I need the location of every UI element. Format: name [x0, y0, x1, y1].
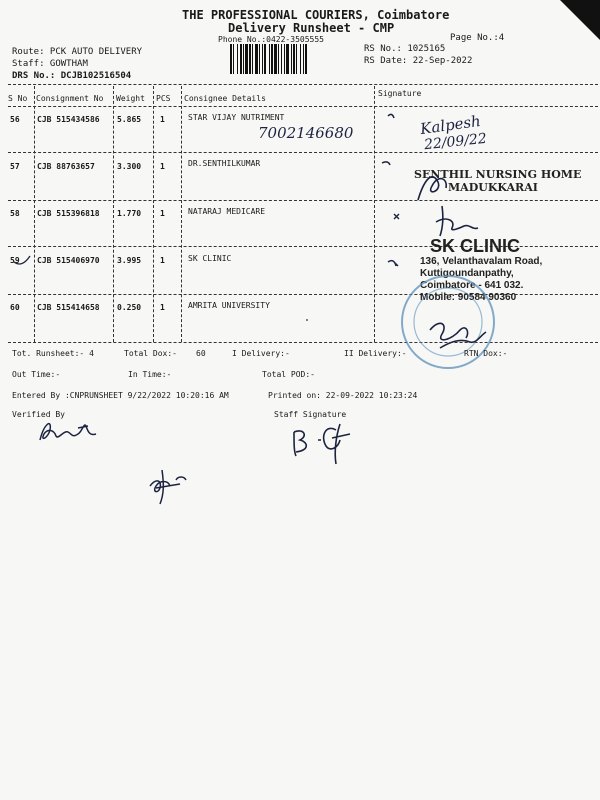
- handwritten-phone: 7002146680: [258, 124, 354, 142]
- rs-date: RS Date: 22-Sep-2022: [364, 56, 473, 66]
- row-sno: 57: [10, 162, 20, 171]
- staff-signature: Staff Signature: [274, 410, 347, 419]
- handwritten-date: 22/09/22: [423, 130, 488, 154]
- total-dox-label: Total Dox:-: [124, 349, 177, 358]
- staff-label: Staff: GOWTHAM: [12, 59, 88, 69]
- stamp-senthil-place: MADUKKARAI: [448, 181, 538, 194]
- printed-on: Printed on: 22-09-2022 10:23:24: [268, 391, 418, 400]
- row-weight: 1.770: [117, 209, 142, 218]
- col-consignee: Consignee Details: [184, 94, 266, 103]
- stamp-sk-clinic-line: Coimbatore - 641 032.: [420, 280, 524, 291]
- row-weight: 3.995: [117, 256, 142, 265]
- verified-by: Verified By: [12, 410, 65, 419]
- row-sno: 58: [10, 209, 20, 218]
- rtn-dox: RTN Dox:-: [464, 349, 508, 358]
- row-consignee: NATARAJ MEDICARE: [188, 207, 266, 216]
- round-seal-inner-icon: [414, 288, 482, 356]
- runsheet-subtitle: Delivery Runsheet - CMP: [228, 21, 395, 35]
- entered-by: Entered By :CNPRUNSHEET 9/22/2022 10:20:16 AM: [12, 391, 229, 400]
- verifier-signature-icon: [40, 424, 96, 440]
- i-delivery: I Delivery:-: [232, 349, 290, 358]
- row-consignment: CJB 88763657: [37, 162, 95, 171]
- row-pcs: 1: [160, 162, 165, 171]
- out-time: Out Time:-: [12, 370, 61, 379]
- in-time: In Time:-: [128, 370, 172, 379]
- tick-mark-icon: [382, 162, 390, 165]
- route-label: Route: PCK AUTO DELIVERY: [12, 47, 143, 57]
- stamp-senthil-name: SENTHIL NURSING HOME: [414, 168, 582, 181]
- row-weight: 3.300: [117, 162, 142, 171]
- rs-number: RS No.: 1025165: [364, 44, 446, 54]
- extra-signature-icon: [150, 470, 186, 504]
- row-pcs: 1: [160, 209, 165, 218]
- col-sno: S No: [8, 94, 28, 103]
- company-title: THE PROFESSIONAL COURIERS, Coimbatore: [182, 8, 450, 22]
- row-consignment: CJB 515434586: [37, 115, 100, 124]
- stamp-sk-clinic-line: Kuttigoundanpathy,: [420, 268, 514, 279]
- row-pcs: 1: [160, 303, 165, 312]
- col-signature: Signature: [378, 89, 422, 98]
- row-consignee: STAR VIJAY NUTRIMENT: [188, 113, 285, 122]
- signature-squiggle-icon: [436, 206, 478, 236]
- total-pod: Total POD:-: [262, 370, 315, 379]
- row-pcs: 1: [160, 115, 165, 124]
- stamp-sk-clinic-line: 136, Velanthavalam Road,: [420, 256, 543, 267]
- signature-squiggle-icon: [418, 177, 446, 200]
- row-sno: 60: [10, 303, 20, 312]
- tick-mark-icon: [388, 114, 394, 118]
- staff-signature-icon: [294, 424, 350, 464]
- row-consignment: CJB 515396818: [37, 209, 100, 218]
- row-consignee: DR.SENTHILKUMAR: [188, 159, 261, 168]
- row-consignment: CJB 515406970: [37, 256, 100, 265]
- col-pcs: PCS: [156, 94, 171, 103]
- row-consignment: CJB 515414658: [37, 303, 100, 312]
- page-number: Page No.:4: [450, 33, 505, 43]
- handwritten-name: Kalpesh: [419, 111, 482, 139]
- stamp-sk-clinic-title: SK CLINIC: [430, 236, 520, 256]
- row-sno: 56: [10, 115, 20, 124]
- drs-number: DRS No.: DCJB102516504: [12, 71, 132, 81]
- row-consignee: SK CLINIC: [188, 254, 232, 263]
- row-weight: 0.250: [117, 303, 142, 312]
- row-weight: 5.865: [117, 115, 142, 124]
- tot-runsheet: Tot. Runsheet:- 4: [12, 349, 94, 358]
- row-pcs: 1: [160, 256, 165, 265]
- signature-squiggle-icon: [430, 323, 486, 348]
- col-consignment: Consignment No: [36, 94, 104, 103]
- row-sno: 59: [10, 256, 20, 265]
- total-dox-value: 60: [196, 349, 206, 358]
- stamp-sk-clinic-line: Mobile: 90584 90360: [420, 292, 517, 303]
- tick-mark-icon: [388, 261, 398, 266]
- ii-delivery: II Delivery:-: [344, 349, 407, 358]
- row-consignee: AMRITA UNIVERSITY: [188, 301, 270, 310]
- tick-mark-icon: [14, 256, 30, 264]
- cross-mark-icon: [394, 214, 399, 219]
- phone-number: Phone No.:0422-3505555: [218, 35, 324, 44]
- col-weight: Weight: [116, 94, 145, 103]
